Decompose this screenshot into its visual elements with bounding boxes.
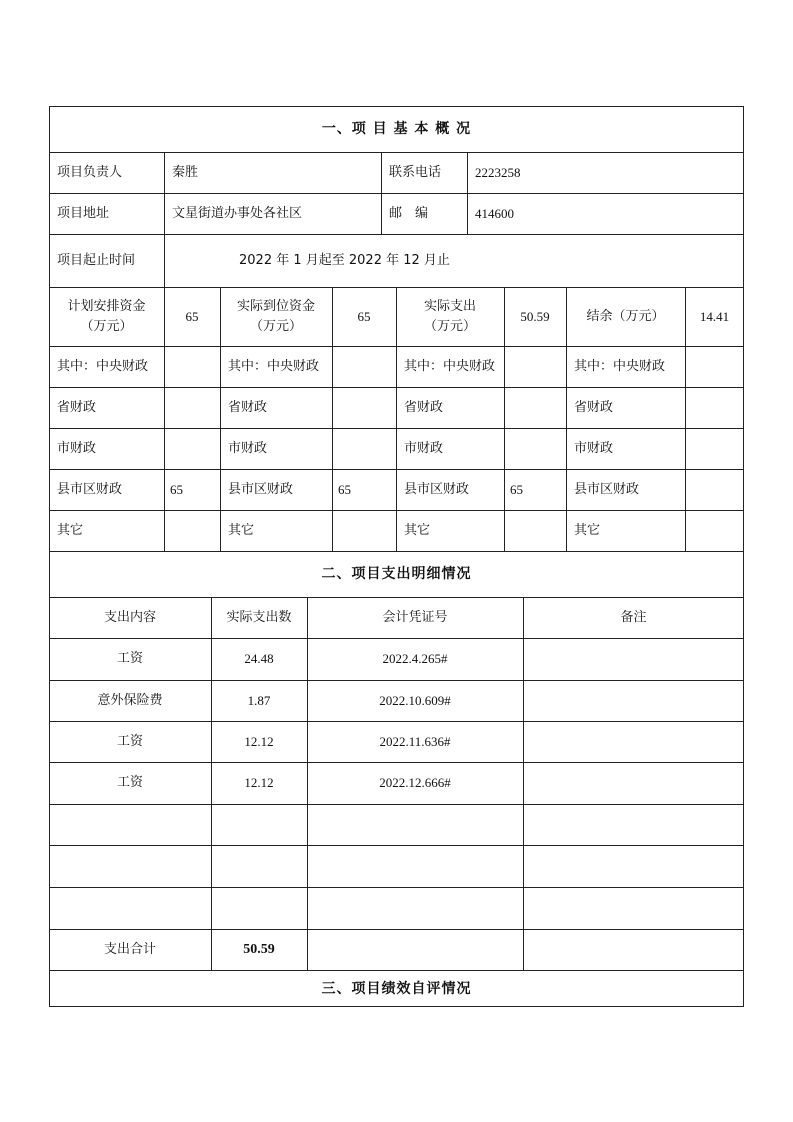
header-voucher: 会计凭证号 — [382, 609, 448, 625]
planned-funds-label-line1: 计划安排资金 — [67, 298, 146, 314]
source-province-4: 省财政 — [574, 399, 614, 415]
address-value: 文星街道办事处各社区 — [172, 205, 303, 221]
address-label: 项目地址 — [57, 205, 110, 221]
section2-title: 二、项目支出明细情况 — [321, 566, 472, 582]
total-value: 50.59 — [243, 941, 275, 957]
header-note: 备注 — [620, 609, 647, 625]
row1-voucher: 2022.4.265# — [382, 651, 448, 666]
source-province-1: 省财政 — [57, 399, 97, 415]
row2-amount: 1.87 — [247, 692, 271, 708]
source-city-1: 市财政 — [57, 440, 97, 456]
source-city-3: 市财政 — [404, 440, 444, 456]
postcode-value: 414600 — [475, 205, 514, 221]
source-county-1: 县市区财政 — [57, 481, 123, 497]
row2-voucher: 2022.10.609# — [379, 692, 451, 708]
actual-spending-label-line2: （万元） — [423, 318, 476, 334]
actual-funds-label-line1: 实际到位资金 — [236, 298, 315, 314]
source-province-3: 省财政 — [404, 399, 444, 415]
county-value-1: 65 — [170, 481, 183, 497]
postcode-label: 邮 编 — [389, 205, 429, 221]
planned-funds-label — [49, 287, 164, 346]
actual-funds-label-line2: （万元） — [249, 318, 302, 334]
total-label: 支出合计 — [103, 941, 156, 957]
balance-value: 14.41 — [699, 308, 730, 324]
period-value: 2022 年 1 月起至 2022 年 12 月止 — [239, 252, 450, 268]
county-value-2: 65 — [338, 481, 351, 497]
source-central-2: 其中：中央财政 — [228, 358, 320, 374]
actual-funds-value: 65 — [357, 308, 371, 324]
source-county-4: 县市区财政 — [574, 481, 640, 497]
row3-amount: 12.12 — [244, 733, 274, 749]
header-amount: 实际支出数 — [226, 609, 292, 625]
source-other-1: 其它 — [57, 522, 84, 538]
section1-title: 一、项 目 基 本 概 况 — [321, 121, 472, 137]
source-other-2: 其它 — [228, 522, 255, 538]
header-content: 支出内容 — [103, 609, 156, 625]
row1-content: 工资 — [116, 651, 143, 666]
row2-content: 意外保险费 — [97, 692, 163, 708]
row3-content: 工资 — [116, 733, 143, 749]
row4-voucher: 2022.12.666# — [379, 775, 451, 790]
source-central-3: 其中：中央财政 — [404, 358, 496, 374]
row4-content: 工资 — [116, 775, 143, 790]
source-other-4: 其它 — [574, 522, 601, 538]
source-province-2: 省财政 — [228, 399, 268, 415]
phone-label: 联系电话 — [389, 164, 442, 180]
actual-spending-label — [396, 287, 504, 346]
leader-value: 秦胜 — [172, 164, 199, 180]
source-city-2: 市财政 — [228, 440, 268, 456]
row4-amount: 12.12 — [244, 775, 274, 790]
source-county-2: 县市区财政 — [228, 481, 294, 497]
row1-amount: 24.48 — [244, 651, 274, 666]
actual-spending-label-line1: 实际支出 — [423, 298, 476, 314]
source-other-3: 其它 — [404, 522, 431, 538]
planned-funds-value: 65 — [185, 308, 199, 324]
county-value-3: 65 — [510, 481, 523, 497]
period-label: 项目起止时间 — [57, 252, 136, 268]
source-county-3: 县市区财政 — [404, 481, 470, 497]
actual-funds-label — [220, 287, 332, 346]
section3-title: 三、项目绩效自评情况 — [321, 980, 472, 997]
source-city-4: 市财政 — [574, 440, 614, 456]
leader-label: 项目负责人 — [57, 164, 123, 180]
source-central-1: 其中：中央财政 — [57, 358, 149, 374]
actual-spending-value: 50.59 — [520, 308, 550, 324]
balance-label: 结余（万元） — [586, 308, 665, 324]
row3-voucher: 2022.11.636# — [379, 733, 451, 749]
phone-value: 2223258 — [475, 164, 521, 180]
planned-funds-label-line2: （万元） — [80, 318, 133, 334]
source-central-4: 其中：中央财政 — [574, 358, 666, 374]
